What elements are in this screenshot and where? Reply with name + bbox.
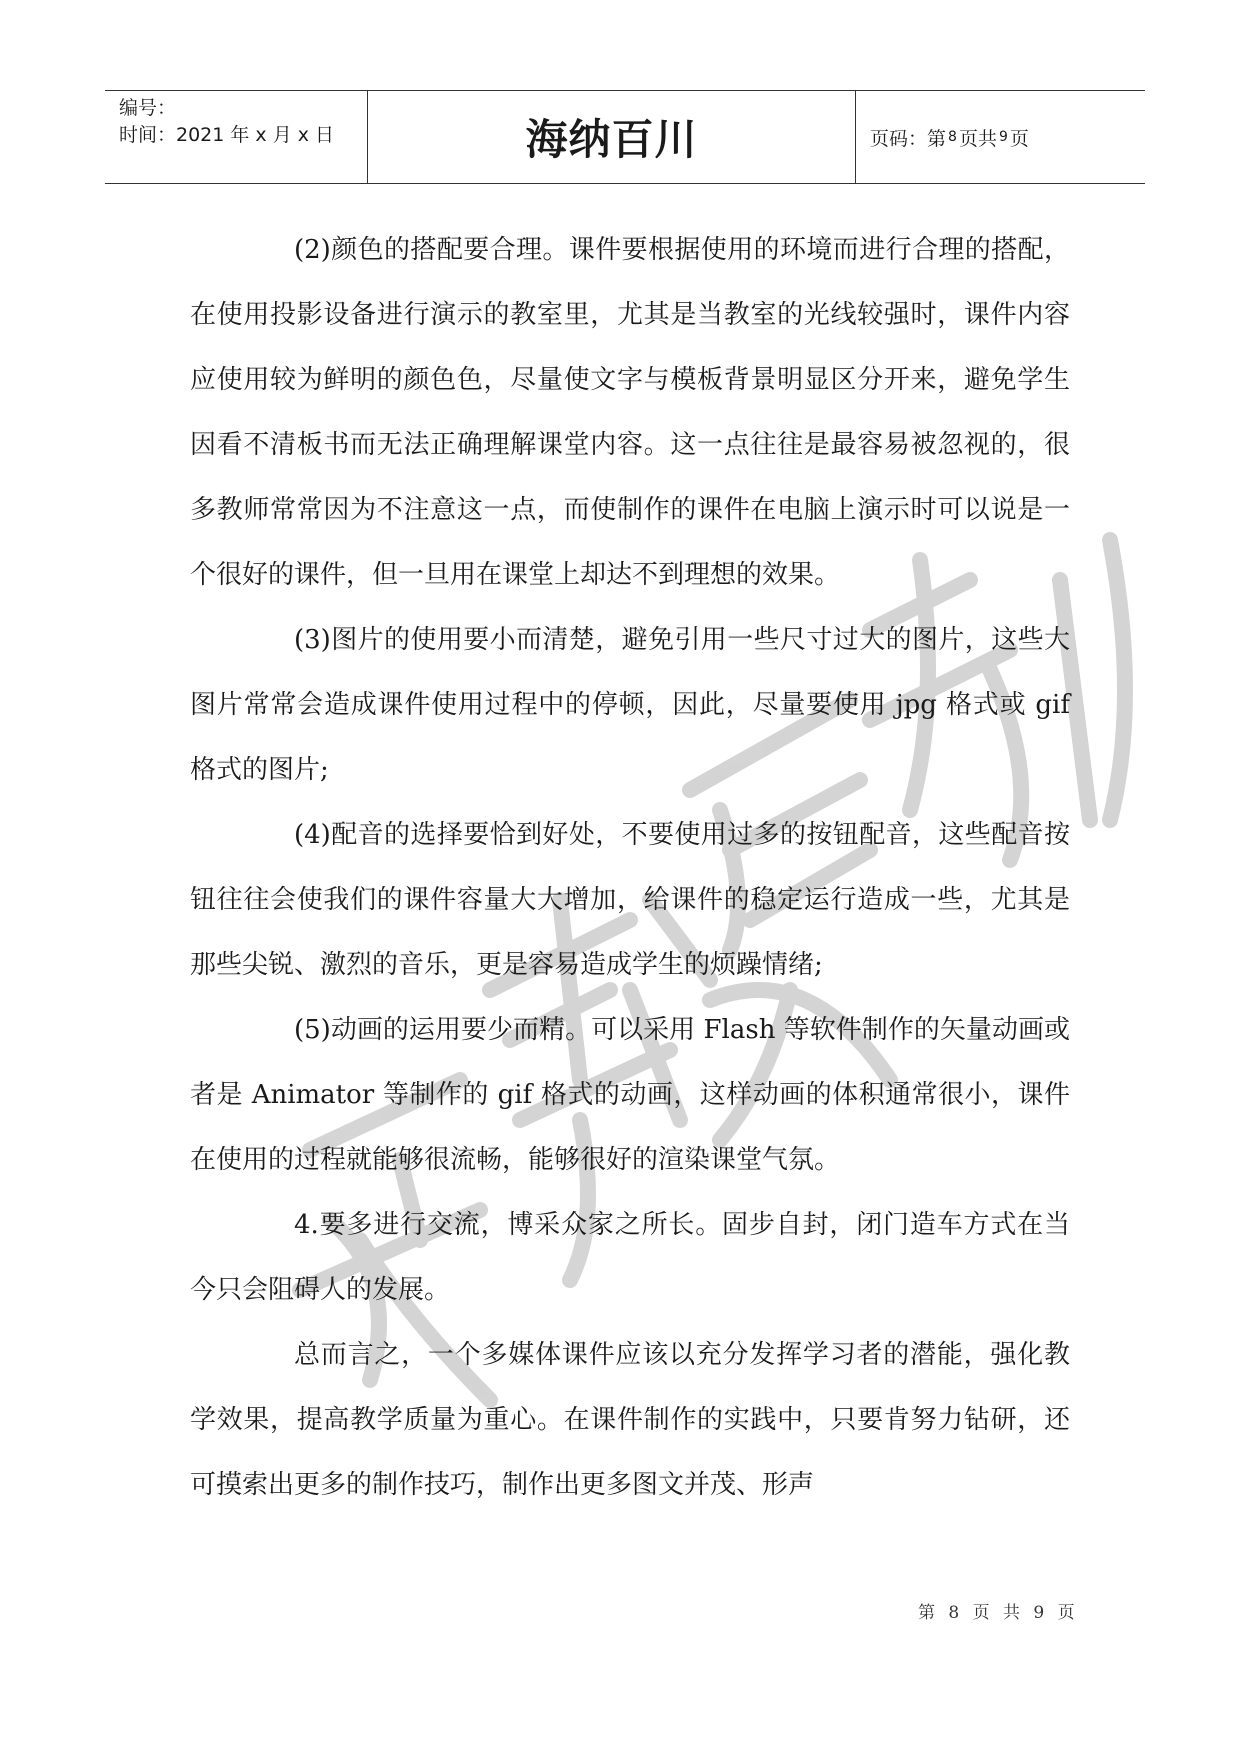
paragraph-audio: (4)配音的选择要恰到好处，不要使用过多的按钮配音，这些配音按钮往往会使我们的课件容量大大增加，给课件的稳定运行造成一些，尤其是那些尖锐、激烈的音乐，更是容易造成学生的烦躁情绪;: [190, 820, 1070, 980]
header-info-cell: [105, 91, 368, 183]
page-prefix: 页码：第: [870, 127, 947, 150]
header-page-info: [856, 91, 1145, 183]
paragraph-images: (3)图片的使用要小而清楚，避免引用一些尺寸过大的图片，这些大图片常常会造成课件使用过程中的停顿，因此，尽量要使用 jpg 格式或 gif 格式的图片;: [190, 625, 1070, 785]
page-mid: 页共: [958, 127, 997, 150]
paragraph-exchange: 4.要多进行交流，博采众家之所长。固步自封，闭门造车方式在当今只会阻碍人的发展。: [190, 1210, 1070, 1305]
page-footer: 第 8 页 共 9 页: [918, 1603, 1079, 1623]
paragraph-summary: 总而言之，一个多媒体课件应该以充分发挥学习者的潜能，强化教学效果，提高教学质量为重心。在课件制作的实践中，只要肯努力钻研，还可摸索出更多的制作技巧，制作出更多图文并茂、形声: [190, 1340, 1070, 1500]
document-number-label: 编号：: [119, 97, 177, 119]
paragraph-animation: (5)动画的运用要少而精。可以采用 Flash 等软件制作的矢量动画或者是 Animator 等制作的 gif 格式的动画，这样动画的体积通常很小，课件在使用的过程就能够很流畅，能够很好的渲染课堂气氛。: [190, 1015, 1070, 1175]
page-number: 8: [948, 129, 957, 145]
header-table: [105, 90, 1145, 184]
page-total: 9: [998, 129, 1008, 145]
page-suffix: 页: [1009, 127, 1029, 150]
document-time-label: 时间：2021 年 x 月 x 日: [119, 124, 335, 146]
paragraph-color: (2)颜色的搭配要合理。课件要根据使用的环境而进行合理的搭配，在使用投影设备进行演示的教室里，尤其是当教室的光线较强时，课件内容应使用较为鲜明的颜色色，尽量使文字与模板背景明显区分开来，避免学生因看不清板书而无法正确理解课堂内容。这一点往往是最容易被忽视的，很多教师常常因为不注意这一点，而使制作的课件在电脑上演示时可以说是一个很好的课件，但一旦用在课堂上却达不到理想的效果。: [190, 235, 1070, 590]
company-title: 海纳百川: [368, 91, 856, 183]
document-body: [190, 218, 1070, 1518]
